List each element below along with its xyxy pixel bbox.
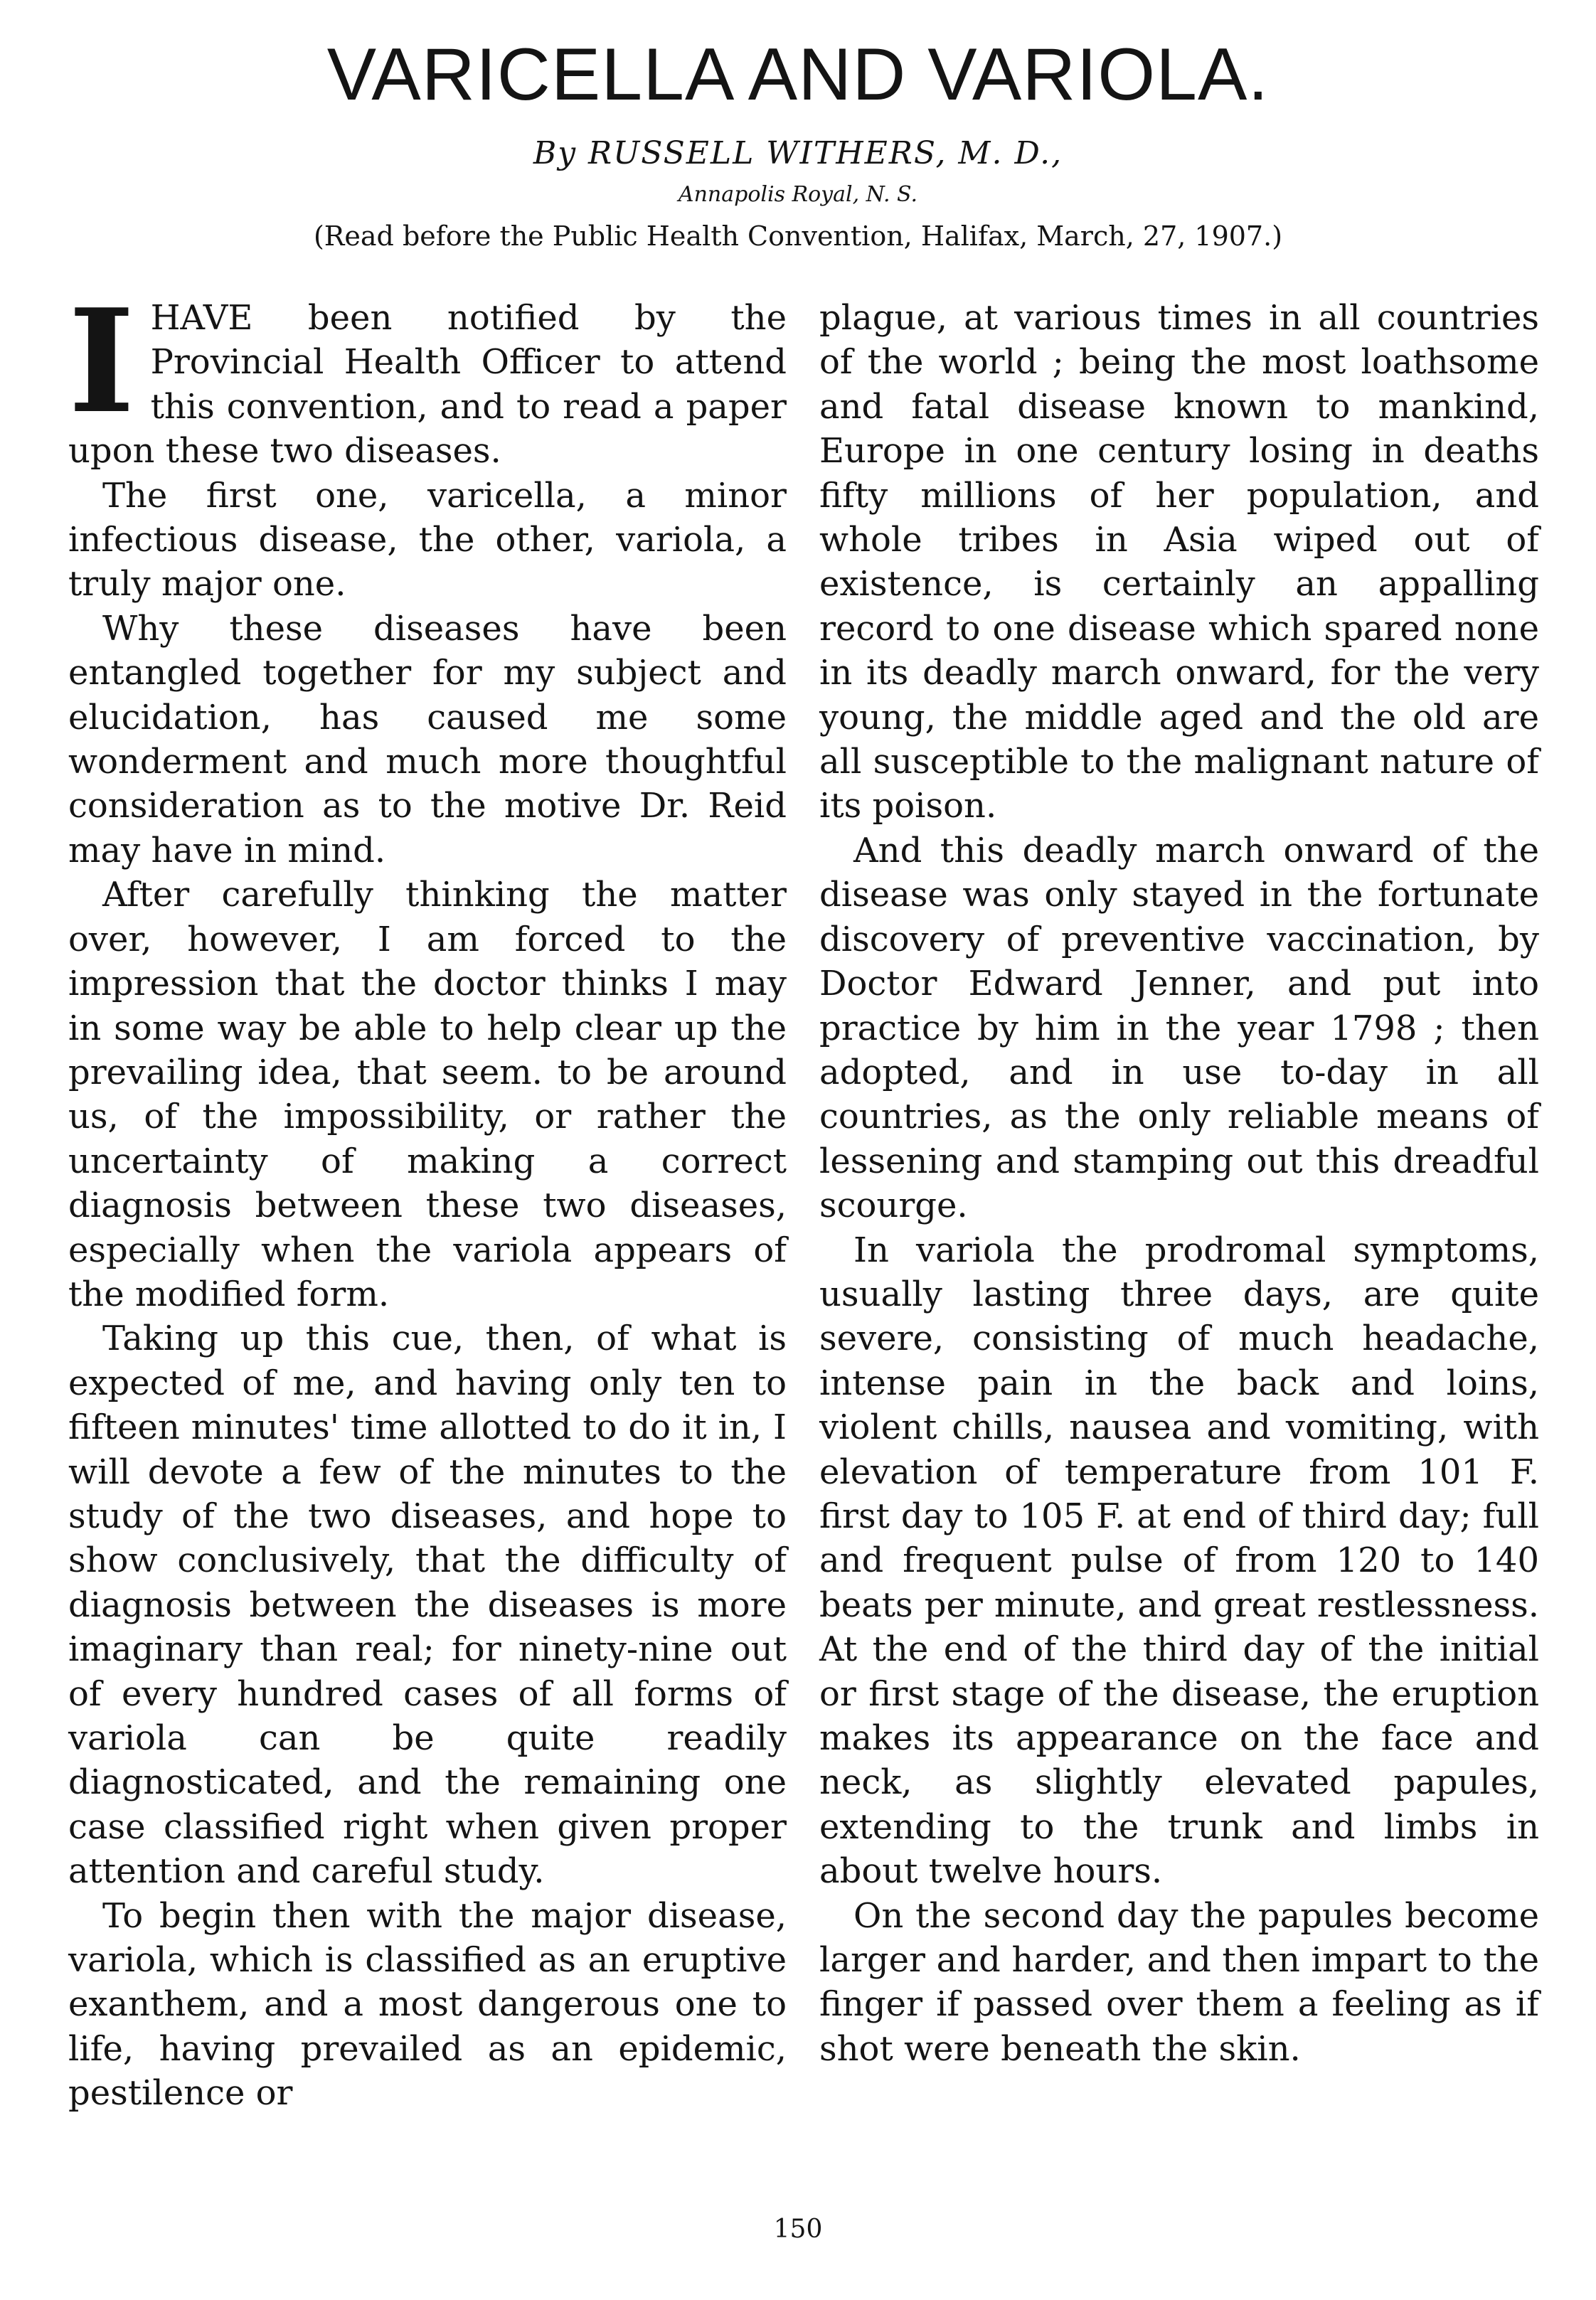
paragraph: The first one, varicella, a minor infectious disease, the other, variola, a truly major one. [68,475,787,605]
reading-note: (Read before the Public Health Convention, Halifax, March, 27, 1907.) [313,220,1283,252]
paragraph: plague, at various times in all countries of the world ; being the most loathsome and fatal disease known to mankind, Europe in one century losing in deaths fifty millions of her population, and whole tribes in Asia wiped out of existence, is certainly an appalling record to one disease which spared none in its deadly march onward, for the very young, the middle aged and the old are all susceptible to the malignant nature of its poison. [819,298,1539,826]
left-column [68,278,787,2116]
right-column [819,296,1539,2071]
paragraph: And this deadly march onward of the disease was only stayed in the fortunate discovery of preventive vaccination, by Doctor Edward Jenner, and put into practice by him in the year 1798 ; then adopted, and in use to-day in all countries, as the only reliable means of lessening and stamping out this dreadful scourge. [819,830,1539,1226]
paragraph-text: HAVE been notified by the Provincial Health Officer to attend this convention, and to read a paper upon these two diseases. [68,298,787,472]
page-number: 150 [773,2215,823,2244]
paragraph: After carefully thinking the matter over, however, I am forced to the impression that the doctor thinks I may in some way be able to help clear up the prevailing idea, that seem. to be around us, of the impossibility, or rather the uncertainty of making a correct diagnosis between these two diseases, especially when the variola appears of the modified form. [68,875,787,1314]
paragraph: In variola the prodromal symptoms, usually lasting three days, are quite severe, consisting of much headache, intense pain in the back and loins, violent chills, nausea and vomiting, with elevation of temperature from 101 F. first day to 105 F. at end of third day; full and frequent pulse of from 120 to 140 beats per minute, and great restlessness. At the end of the third day of the initial or first stage of the disease, the eruption makes its appearance on the face and neck, as slightly elevated papules, extending to the trunk and limbs in about twelve hours. [819,1230,1539,1892]
paragraph: On the second day the papules become larger and harder, and then impart to the finger if passed over them a feeling as if shot were beneath the skin. [819,1895,1539,2069]
paragraph: Why these diseases have been entangled together for my subject and elucidation, has caused me some wonderment and much more thoughtful consideration as to the motive Dr. Reid may have in mind. [68,608,787,871]
article-title: VARICELLA AND VARIOLA. [326,33,1270,116]
author-byline: By RUSSELL WITHERS, M. D., [533,135,1063,171]
paragraph: To begin then with the major disease, variola, which is classified as an eruptive exanthem, and a most dangerous one to life, having prevailed as an epidemic, pestilence or [68,1895,787,2114]
drop-cap: I [68,278,135,445]
author-location: Annapolis Royal, N. S. [678,182,918,207]
paragraph [68,278,787,474]
paragraph: Taking up this cue, then, of what is expected of me, and having only ten to fifteen minutes' time allotted to do it in, I will devote a few of the minutes to the study of the two diseases, and hope to show conclusively, that the difficulty of diagnosis between the diseases is more imaginary than real; for ninety-nine out of every hundred cases of all forms of variola can be quite readily diagnosticated, and the remaining one case classified right when given proper attention and careful study. [68,1319,787,1892]
